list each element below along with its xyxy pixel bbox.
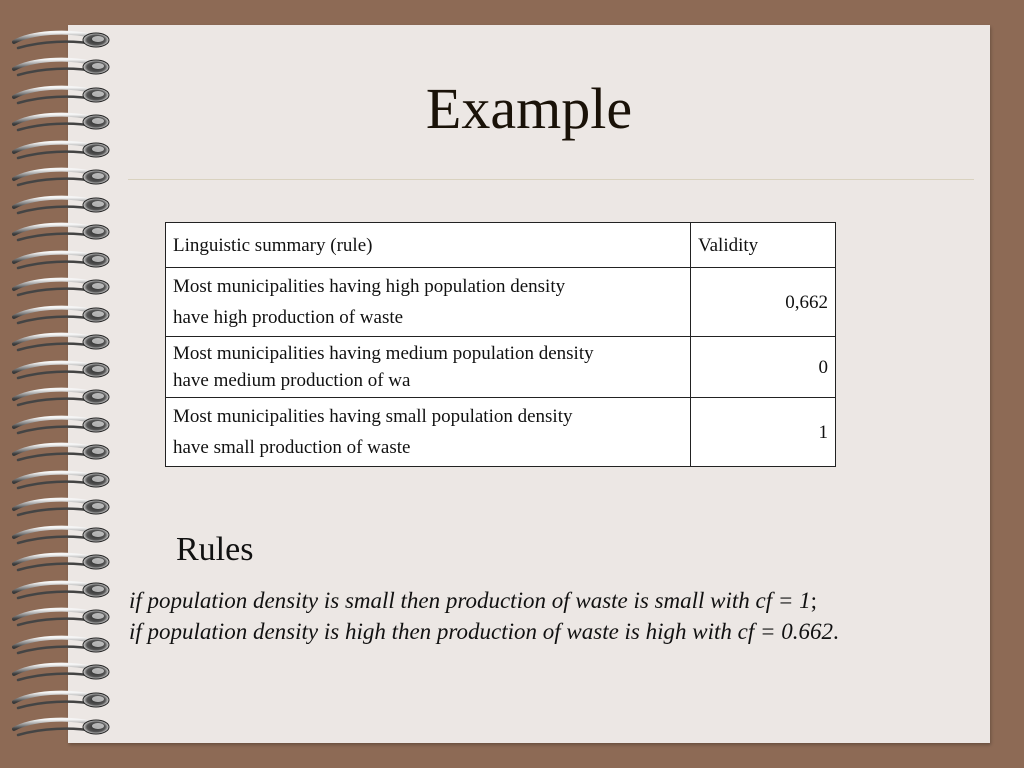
rule-statement — [129, 585, 839, 616]
title-divider — [128, 179, 974, 180]
slide-page — [68, 25, 990, 743]
rule-statement-text: if population density is high then production of waste is high with cf = 0.662 — [129, 619, 834, 644]
header-rule: Linguistic summary (rule) — [166, 223, 691, 268]
rule-line: Most municipalities having high population density — [173, 276, 566, 297]
table-row — [166, 398, 836, 467]
rule-statement-end: ; — [810, 588, 818, 613]
header-validity: Validity — [691, 223, 836, 268]
rule-statement-end: . — [833, 619, 839, 644]
rules-text — [129, 585, 839, 647]
rule-line: Most municipalities having small population density — [173, 406, 573, 427]
validity-cell: 0 — [691, 337, 836, 398]
summary-table — [165, 222, 836, 467]
rule-cell — [166, 268, 691, 337]
rule-line: have high production of waste — [173, 307, 404, 328]
rule-cell — [166, 337, 691, 398]
rule-line: have medium production of wa — [173, 370, 411, 391]
validity-cell: 1 — [691, 398, 836, 467]
rule-cell — [166, 398, 691, 467]
table-row — [166, 337, 836, 398]
slide-title: Example — [425, 76, 633, 141]
table-row — [166, 268, 836, 337]
validity-cell: 0,662 — [691, 268, 836, 337]
table-header-row — [166, 223, 836, 268]
rule-line: Most municipalities having medium population density — [173, 343, 594, 364]
rule-statement — [129, 616, 839, 647]
rule-statement-text: if population density is small then production of waste is small with cf = 1 — [129, 588, 811, 613]
spiral-binding-icon — [12, 28, 122, 740]
rule-line: have small production of waste — [173, 437, 411, 458]
rules-heading: Rules — [176, 531, 254, 568]
